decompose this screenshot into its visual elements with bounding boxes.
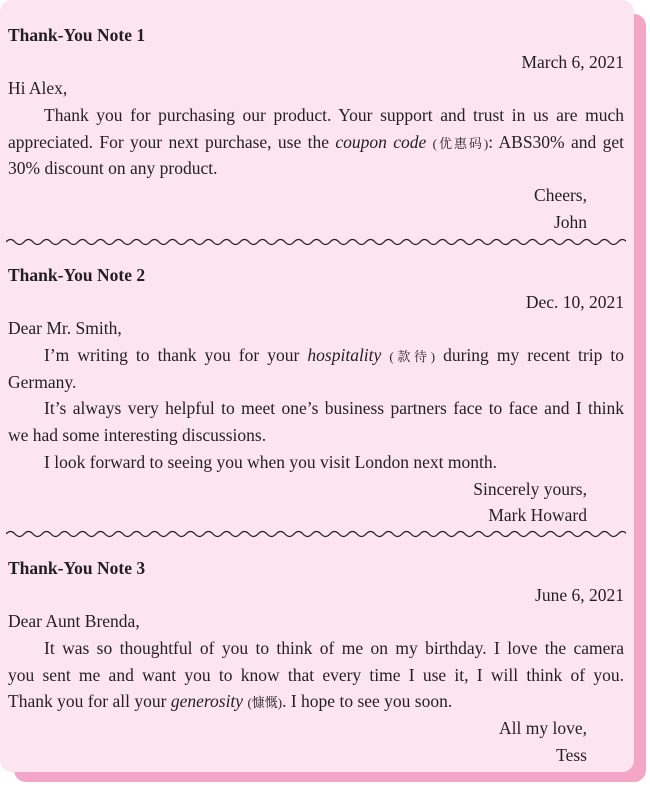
note-body-line: [0, 129, 634, 156]
note-body-line: I look forward to seeing you when you visit London next month.: [44, 451, 497, 472]
note-closing: All my love,: [499, 718, 587, 739]
wavy-divider: [6, 236, 626, 248]
note-body-line: It’s always very helpful to meet one’s business partners face to face and I think: [44, 398, 624, 419]
text-span: : ABS30% and get: [488, 131, 624, 152]
text-span: Thank you for all your: [8, 691, 171, 712]
key-term: hospitality: [307, 345, 382, 366]
note-2: [0, 262, 634, 529]
note-body-line: It was so thoughtful of you to think of me on my birthday. I love the camera: [44, 638, 624, 659]
key-term: coupon code: [335, 131, 427, 152]
note-title: Thank-You Note 1: [8, 25, 146, 45]
note-date: June 6, 2021: [535, 584, 624, 605]
note-signature: John: [553, 211, 587, 232]
note-body-line: [0, 688, 634, 715]
note-body-line: 30% discount on any product.: [8, 158, 218, 179]
note-date: March 6, 2021: [521, 51, 624, 72]
text-span: I’m writing to thank you for your: [44, 345, 308, 366]
wave-line: [6, 240, 626, 245]
note-greeting: Dear Mr. Smith,: [8, 318, 122, 339]
wave-line: [6, 532, 626, 537]
note-closing: Sincerely yours,: [473, 478, 587, 499]
text-span: . I hope to see you soon.: [282, 691, 453, 712]
text-span: during my recent trip to: [435, 345, 625, 366]
note-signature: Tess: [556, 744, 587, 765]
term-gloss: (优惠码): [432, 135, 489, 151]
note-body-line: [0, 342, 634, 369]
note-title: Thank-You Note 2: [8, 265, 146, 285]
note-closing: Cheers,: [534, 185, 587, 206]
term-gloss: (慷慨): [247, 695, 283, 711]
key-term: generosity: [170, 691, 244, 712]
note-body-line: Thank you for purchasing our product. Your support and trust in us are much: [44, 105, 624, 126]
note-date: Dec. 10, 2021: [525, 291, 624, 312]
note-greeting: Hi Alex,: [8, 78, 68, 99]
text-span: appreciated. For your next purchase, use the: [8, 131, 336, 152]
note-body-line: we had some interesting discussions.: [8, 425, 267, 446]
note-body-line: Germany.: [8, 371, 77, 392]
note-signature: Mark Howard: [488, 505, 587, 526]
term-gloss: (款待): [389, 349, 436, 365]
note-title: Thank-You Note 3: [8, 558, 146, 578]
note-1: [0, 22, 634, 236]
note-greeting: Dear Aunt Brenda,: [8, 611, 140, 632]
note-body-line: you sent me and want you to know that every time I use it, I will think of you.: [8, 664, 624, 685]
note-3: [0, 555, 634, 769]
wavy-divider: [6, 528, 626, 540]
